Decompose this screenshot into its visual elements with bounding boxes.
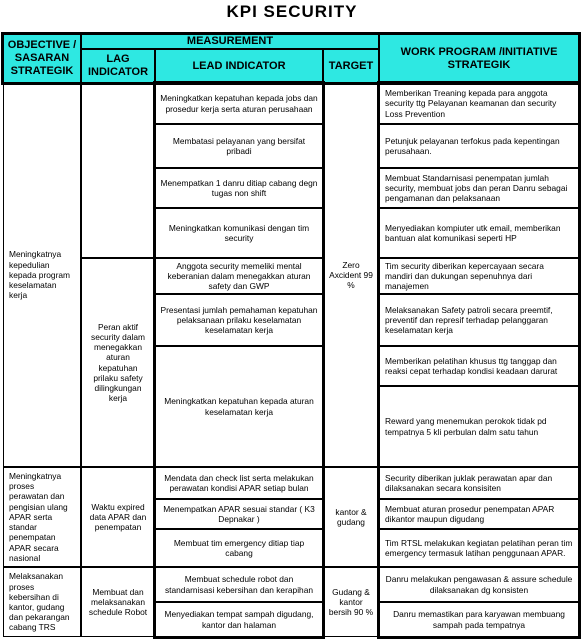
lead-text: Menyediakan tempat sampah digudang, kantor dan halaman bbox=[164, 609, 314, 630]
work-column-outline bbox=[377, 81, 581, 639]
header-work-label: WORK PROGRAM /INITIATIVE STRATEGIK bbox=[400, 45, 558, 71]
lag-cell bbox=[81, 467, 155, 567]
lead-text: Meningkatkan komunikasi dengan tim security bbox=[168, 222, 310, 243]
work-text: Menyediakan kompiuter utk email, memberikan bantuan alat komunikasi seperti HP bbox=[385, 222, 561, 243]
lag-cell bbox=[81, 83, 155, 258]
work-text: Membuat Standarnisasi penempatan jumlah security, membuat jobs dan peran Danru sebagai pengamanan dan pelaksanaan bbox=[385, 172, 568, 204]
lag-cell bbox=[81, 258, 155, 467]
target-cell bbox=[323, 83, 379, 467]
page-title: KPI SECURITY bbox=[226, 2, 358, 21]
header-lag-label: LAG INDICATOR bbox=[87, 53, 149, 78]
objective-cell bbox=[3, 83, 81, 467]
target-cell bbox=[323, 467, 379, 567]
work-text: Tim security diberikan kepercayaan secara mandiri dan dukungan sepenuhnya dari manajemen bbox=[385, 260, 544, 292]
lead-text: Anggota security memeliki mental keberanian dalam menegakkan aturan safety dan GWP bbox=[167, 260, 311, 292]
lead-text: Membuat tim emergency ditiap tiap cabang bbox=[173, 537, 305, 558]
target-text: Gudang & kantor bersih 90 % bbox=[328, 586, 374, 618]
objective-text: Melaksanakan proses kebersihan di kantor, gudang dan pekarangan cabang TRS bbox=[9, 571, 70, 633]
header-objective-label: OBJECTIVE / SASARAN STRATEGIK bbox=[7, 39, 77, 77]
lead-text: Meningkatkan kepatuhan kepada aturan keselamatan kerja bbox=[164, 396, 314, 417]
work-text: Memberikan pelatihan khusus ttg tanggap dan reaksi cepat terhadap kondisi keadaan darurat bbox=[385, 355, 558, 376]
work-text: Petunjuk pelayanan terfokus pada kepentingan perusahaan. bbox=[385, 135, 560, 156]
work-text: Danru memastikan para karyawan membuang sampah pada tempatnya bbox=[393, 609, 565, 630]
header-target-label: TARGET bbox=[328, 59, 374, 72]
work-text: Danru melakukan pengawasan & assure schedule dilaksanakan dg konsisten bbox=[385, 574, 573, 595]
objective-text: Meningkatnya kepedulian kepada program keselamatan kerja bbox=[9, 249, 70, 301]
lead-column-outline bbox=[153, 81, 325, 639]
work-text: Membuat aturan prosedur penempatan APAR dikantor maupun digudang bbox=[385, 503, 555, 524]
work-text: Security diberikan juklak perawatan apar dan dilaksanakan secara konsisiten bbox=[385, 472, 553, 493]
target-cell bbox=[323, 567, 379, 637]
lag-text: Peran aktif security dalam menegakkan aturan kepatuhan prilaku safety dilingkungan kerja bbox=[91, 321, 145, 404]
lag-cell bbox=[81, 567, 155, 637]
lead-text: Presentasi jumlah pemahaman kepatuhan pelaksanaan prilaku keselamatan keselamatan kerja bbox=[160, 304, 318, 336]
objective-text: Meningkatnya proses perawatan dan pengisian ulang APAR serta standar penempatan APAR secara nasional bbox=[9, 471, 68, 563]
lead-text: Membuat schedule robot dan standarnisasi kebersihan dan kerapihan bbox=[164, 574, 314, 595]
work-text: Tim RTSL melakukan kegiatan pelatihan peran tim emergency termasuk latihan penggunaan APAR. bbox=[385, 537, 573, 558]
work-text: Reward yang menemukan perokok tidak pd tempatnya 5 kli perbulan dalm satu tahun bbox=[385, 416, 547, 437]
objective-cell bbox=[3, 467, 81, 567]
lag-text: Membuat dan melaksanakan schedule Robot bbox=[88, 586, 148, 618]
lead-text: Menempatkan 1 danru ditiap cabang degn tugas non shift bbox=[160, 177, 318, 198]
lag-text: Waktu expired data APAR dan penempatan bbox=[89, 501, 147, 533]
work-text: Melaksanakan Safety patroli secara preemtif, preventif dan represif terhadap pelanggaran keselamatan kerja bbox=[385, 304, 553, 336]
lead-text: Menempatkan APAR sesuai standar ( K3 Depnakar ) bbox=[163, 503, 315, 524]
target-text: Zero Axcident 99 % bbox=[329, 259, 373, 291]
header-lead-label: LEAD INDICATOR bbox=[192, 59, 286, 72]
target-text: kantor & gudang bbox=[335, 506, 367, 527]
kpi-table bbox=[3, 34, 579, 637]
header-measurement-label: MEASUREMENT bbox=[186, 35, 274, 47]
work-text: Memberikan Treaning kepada para anggota security ttg Pelayanan keamanan dan security Loss Prevention bbox=[385, 88, 557, 119]
header-outline bbox=[1, 32, 581, 85]
objective-cell bbox=[3, 567, 81, 637]
lead-text: Membatasi pelayanan yang bersifat pribadi bbox=[172, 135, 306, 156]
lead-text: Meningkatkan kepatuhan kepada jobs dan prosedur kerja serta aturan perusahaan bbox=[160, 93, 318, 114]
lead-text: Mendata dan check list serta melakukan perawatan kondisi APAR setiap bulan bbox=[164, 472, 314, 493]
